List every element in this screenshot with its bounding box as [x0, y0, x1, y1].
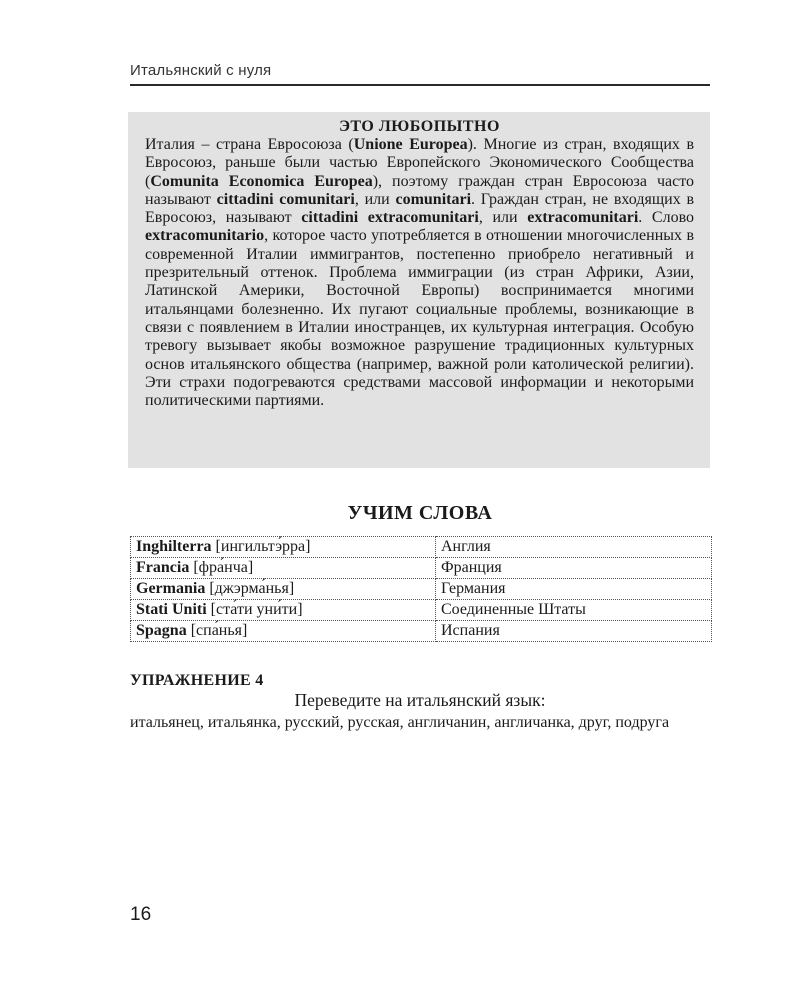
text-run: . Слово: [638, 209, 695, 227]
text-run: , или: [354, 190, 396, 208]
curiosity-text: [145, 136, 694, 410]
italian-term: cittadini extracomunitari: [301, 209, 479, 227]
pronunciation: [ингильтэ́рра]: [211, 538, 311, 555]
running-title: Итальянский с нуля: [130, 62, 272, 79]
vocabulary-row: [131, 621, 712, 642]
italian-word: Inghilterra: [136, 538, 212, 555]
text-run: . Граждан стран, не входящих в Евросоюз, называют: [145, 190, 694, 227]
text-run: ). Многие из стран, входящих в Евросоюз, раньше были частью Европейского Экономического Сообщества (: [145, 136, 694, 190]
vocabulary-row: [131, 579, 712, 600]
italian-term: cittadini comunitari: [216, 190, 355, 208]
translation-cell: Соединенные Штаты: [436, 600, 712, 621]
header-rule: [130, 84, 710, 86]
exercise-text: итальянец, итальянка, русский, русская, англичанин, англичанка, друг, подруга: [130, 714, 670, 731]
italian-word-cell: [131, 558, 436, 579]
italian-word-cell: [131, 600, 436, 621]
translation-cell: Испания: [436, 621, 712, 642]
vocabulary-row: [131, 558, 712, 579]
translation-cell: Германия: [436, 579, 712, 600]
italian-term: comunitari: [395, 190, 472, 208]
page-number: 16: [130, 904, 152, 925]
vocabulary-row: [131, 537, 712, 558]
pronunciation: [джэрма́нья]: [205, 580, 295, 597]
exercise-title: УПРАЖНЕНИЕ 4: [130, 672, 264, 689]
italian-word: Stati Uniti: [136, 601, 207, 618]
italian-word: Germania: [136, 580, 206, 597]
italian-word: Spagna: [136, 622, 187, 639]
italian-word: Francia: [136, 559, 190, 576]
pronunciation: [спа́нья]: [186, 622, 248, 639]
italian-term: extracomunitario: [145, 227, 265, 245]
italian-term: Unione Europea: [353, 136, 468, 153]
text-run: ), поэтому граждан стран Евросоюза часто называют: [145, 172, 694, 208]
translation-cell: Англия: [436, 537, 712, 558]
italian-term: extracomunitari: [527, 209, 639, 227]
text-run: Италия – страна Евросоюза (: [145, 136, 354, 153]
text-run: , которое часто употребляется в отношении многочисленных в современной Италии иммигрантов, постепенно приобрело негативный и презрительный оттенок. Проблема иммиграции (из стран Африки, Азии, Латинской Америки, Восточной Европы) воспринимается многими итальянцами болезненно. Их пугают социальные проблемы, возникающие в связи с появлением в Италии иностранцев, их культурная интеграция. Особую тревогу вызывает якобы возможное разрушение традиционных культурных основ итальянского общества (например, важной роли католической религии). Эти страхи подогреваются средствами массовой информации и некоторыми политическими партиями.: [145, 227, 694, 410]
translation-cell: Франция: [436, 558, 712, 579]
vocabulary-title: УЧИМ СЛОВА: [347, 502, 493, 524]
italian-word-cell: [131, 579, 436, 600]
pronunciation: [фра́нча]: [189, 559, 254, 576]
exercise-instruction: Переведите на итальянский язык:: [294, 690, 546, 710]
curiosity-box: [128, 112, 710, 468]
vocabulary-table: [130, 536, 712, 642]
pronunciation: [ста́ти уни́ти]: [206, 601, 303, 618]
italian-word-cell: [131, 621, 436, 642]
italian-word-cell: [131, 537, 436, 558]
curiosity-title: ЭТО ЛЮБОПЫТНО: [339, 118, 500, 135]
vocabulary-row: [131, 600, 712, 621]
text-run: , или: [478, 209, 528, 227]
italian-term: Comunita Economica Europea: [150, 172, 373, 190]
